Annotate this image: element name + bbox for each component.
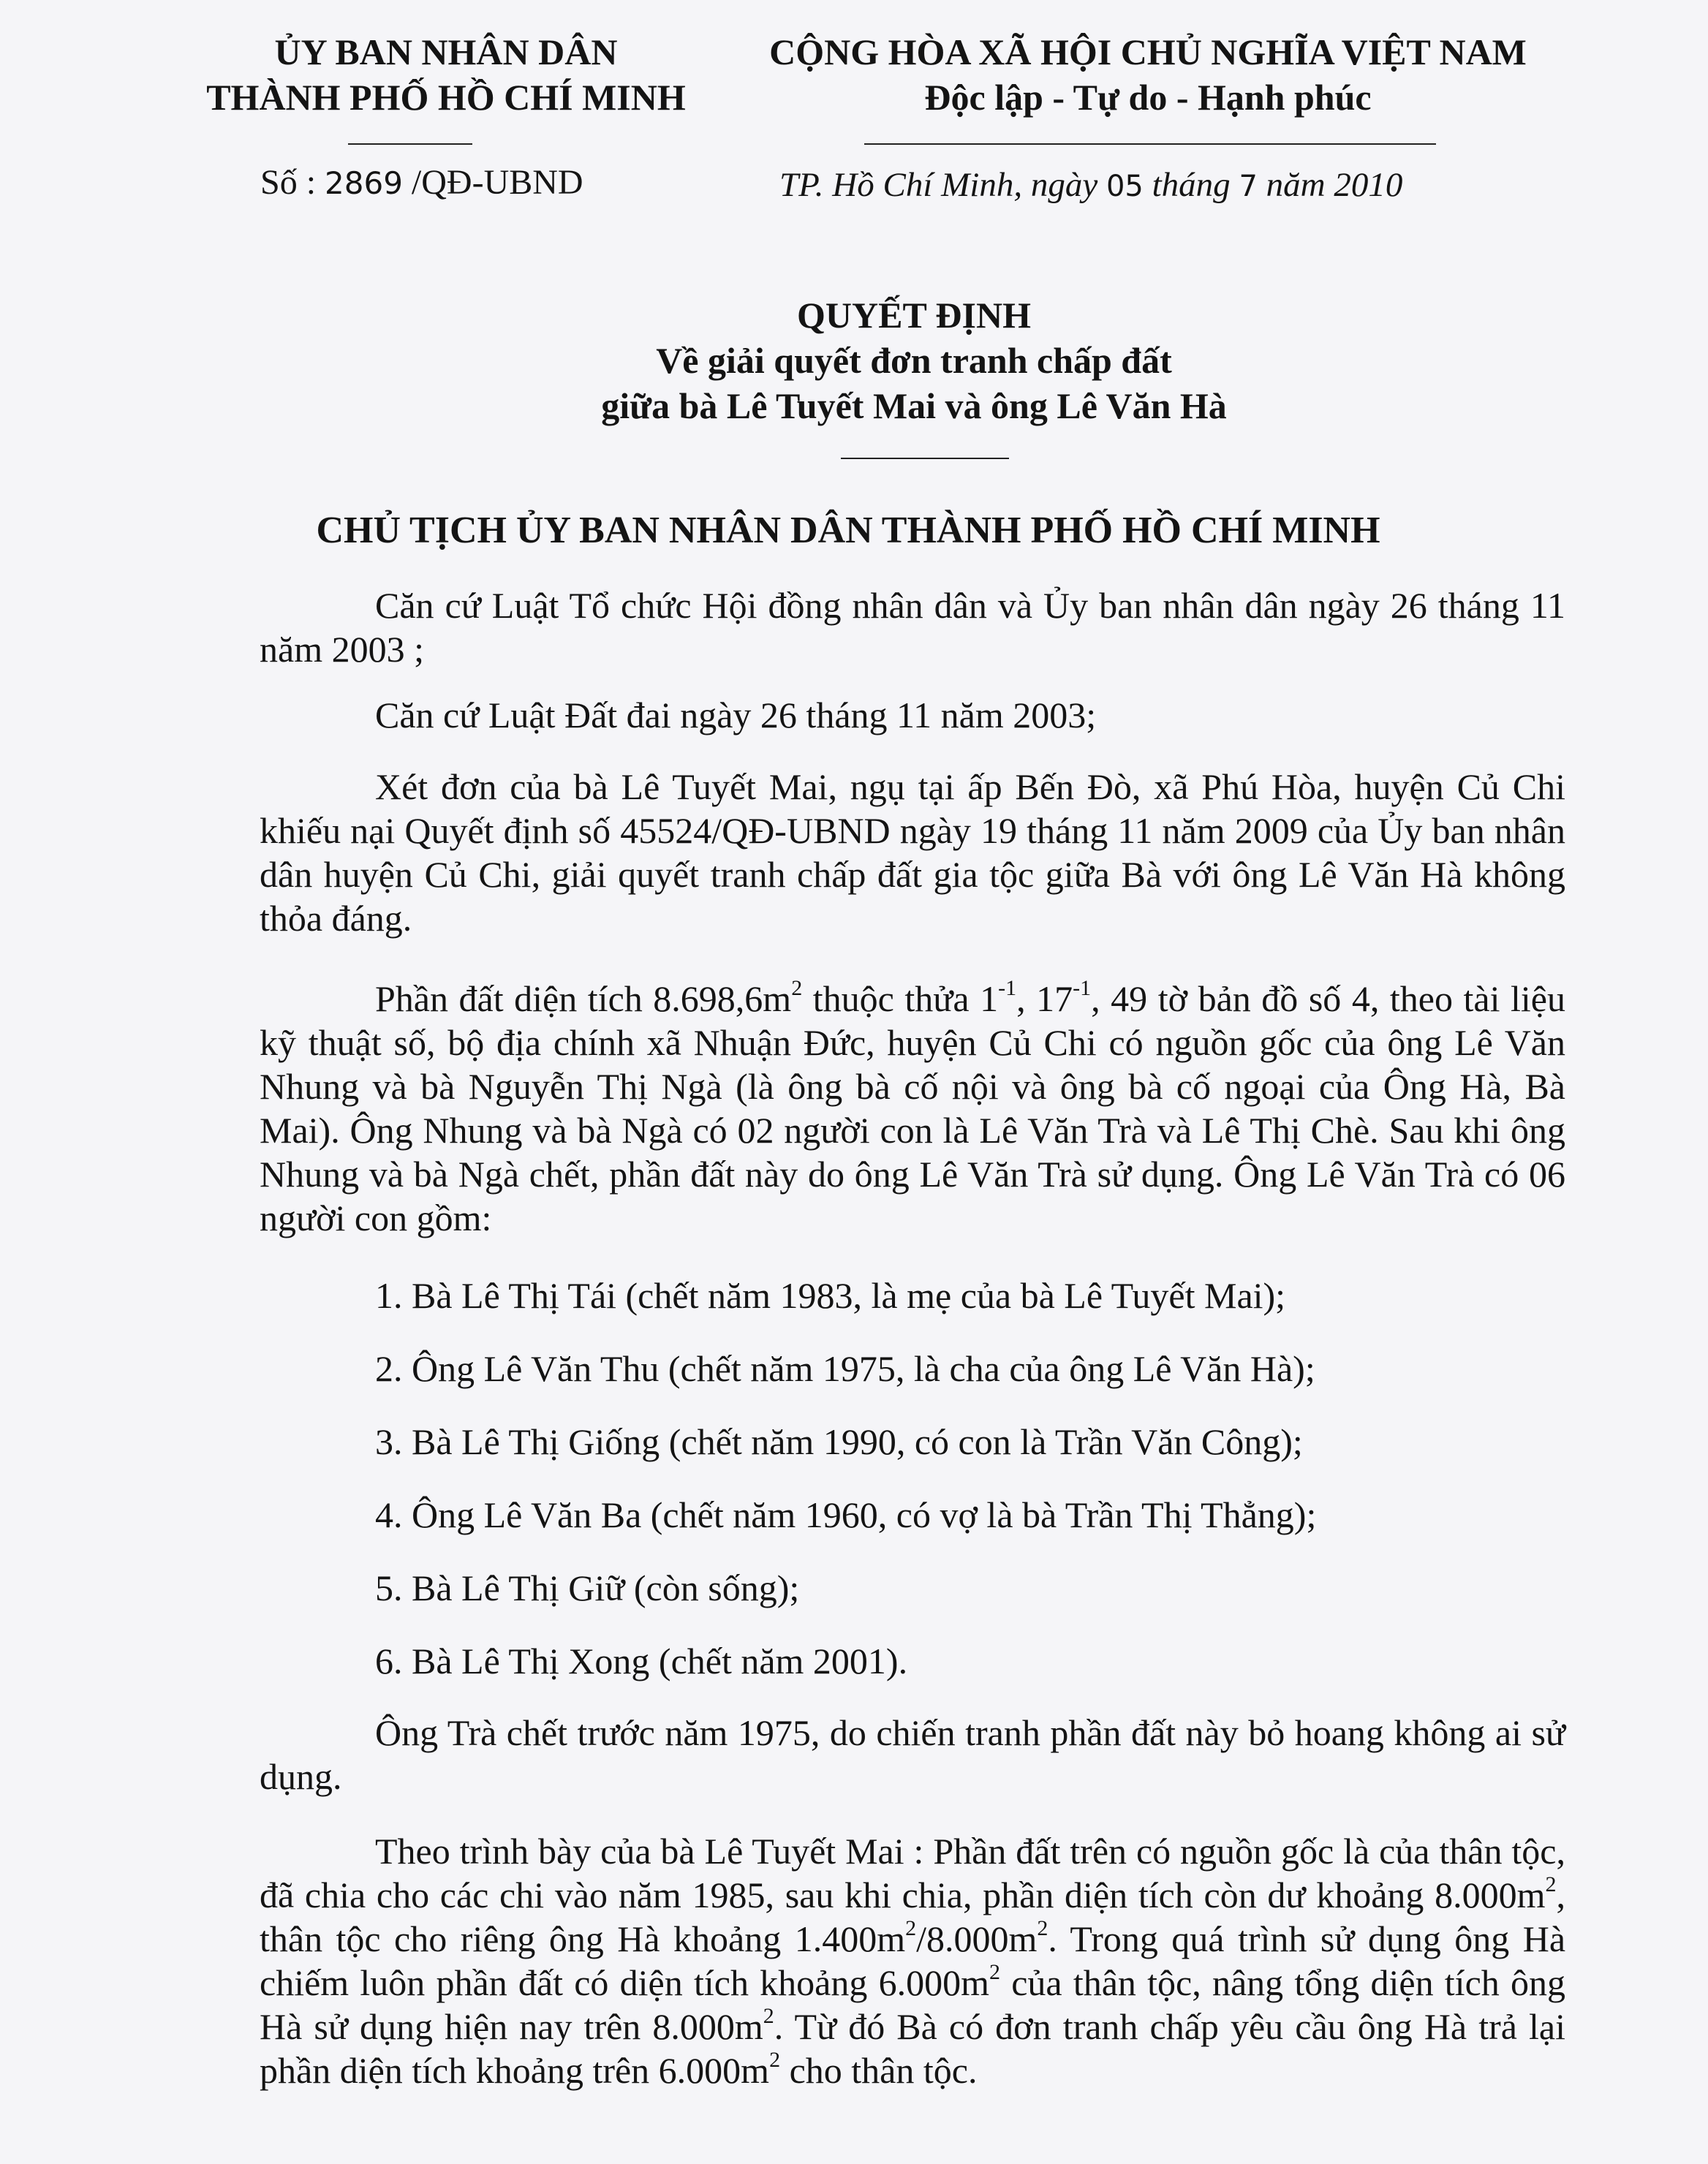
list-item: 1. Bà Lê Thị Tái (chết năm 1983, là mẹ của bà Lê Tuyết Mai);: [375, 1275, 1286, 1316]
title-line3: giữa bà Lê Tuyết Mai và ông Lê Văn Hà: [601, 385, 1227, 426]
right-divider: [864, 143, 1436, 145]
superscript: -1: [998, 976, 1017, 1001]
paragraph-claimant-statement: [260, 1829, 1565, 2092]
superscript: 2: [989, 1960, 1000, 1985]
title-line1: QUYẾT ĐỊNH: [797, 295, 1031, 336]
decision-title: [512, 292, 1316, 428]
text-run: . Trong quá trình sử dụng ông Hà chiếm luôn phần đất có diện tích khoảng 6.000m: [260, 1918, 1566, 2003]
decision-number: [260, 162, 583, 203]
date-line: [779, 165, 1402, 205]
number-prefix: Số :: [260, 163, 325, 202]
paragraph-complaint: Xét đơn của bà Lê Tuyết Mai, ngụ tại ấp Bến Đò, xã Phú Hòa, huyện Củ Chi khiếu nại Quyết định số 45524/QĐ-UBND ngày 19 tháng 11 năm 2009 của Ủy ban nhân dân huyện Củ Chi, giải quyết tranh chấp đất gia tộc giữa Bà với ông Lê Văn Hà không thỏa đáng.: [260, 766, 1565, 939]
handwritten-number: 2869: [325, 165, 403, 201]
handwritten-day: 05: [1106, 170, 1144, 203]
superscript: 2: [905, 1916, 917, 1941]
paragraph-abandonment: Ông Trà chết trước năm 1975, do chiến tranh phần đất này bỏ hoang không ai sử dụng.: [260, 1712, 1565, 1797]
title-line2: Về giải quyết đơn tranh chấp đất: [656, 340, 1172, 381]
text-run: Theo trình bày của bà Lê Tuyết Mai : Phần đất trên có nguồn gốc là của thân tộc, đã chia cho các chi vào năm 1985, sau khi chia, phần diện tích còn dư khoảng 8.000m: [260, 1831, 1565, 1915]
list-item: 6. Bà Lê Thị Xong (chết năm 2001).: [375, 1641, 908, 1681]
text-run: /8.000m: [916, 1918, 1038, 1959]
superscript: 2: [791, 976, 803, 1001]
text-run: , 49 tờ bản đồ số 4, theo tài liệu kỹ thuật số, bộ địa chính xã Nhuận Đức, huyện Củ Chi có nguồn gốc của ông Lê Văn Nhung và bà Nguyễn Thị Ngà (là ông bà cố nội và ông bà cố ngoại của Ông Hà, Bà Mai). Ông Nhung và bà Ngà có 02 người con là Lê Văn Trà và Lê Thị Chè. Sau khi ông Nhung và bà Ngà chết, phần đất này do ông Lê Văn Trà sử dụng. Ông Lê Văn Trà có 06 người con gồm:: [260, 978, 1565, 1238]
paragraph-land-origin: [260, 977, 1565, 1240]
issuing-authority-line2: THÀNH PHỐ HỒ CHÍ MINH: [206, 77, 686, 118]
superscript: 2: [763, 2004, 774, 2029]
national-motto: [731, 29, 1565, 120]
text-run: . Từ đó Bà có đơn tranh chấp yêu cầu ông Hà trả lại phần diện tích khoảng trên 6.000m: [260, 2006, 1566, 2091]
signing-authority: CHỦ TỊCH ỦY BAN NHÂN DÂN THÀNH PHỐ HỒ CHÍ MINH: [316, 510, 1380, 551]
superscript: -1: [1073, 976, 1092, 1001]
list-item: 3. Bà Lê Thị Giống (chết năm 1990, có con là Trần Văn Công);: [375, 1421, 1303, 1462]
year-label: năm 2010: [1257, 166, 1403, 204]
handwritten-month: 7: [1239, 170, 1258, 203]
text-run: Phần đất diện tích 8.698,6m: [375, 978, 792, 1019]
list-item: 5. Bà Lê Thị Giữ (còn sống);: [375, 1567, 800, 1608]
date-place: TP. Hồ Chí Minh, ngày: [779, 166, 1106, 204]
paragraph-legal-basis-2: Căn cứ Luật Đất đai ngày 26 tháng 11 năm 2003;: [375, 695, 1097, 735]
text-run: , thân tộc cho riêng ông Hà khoảng 1.400m: [260, 1874, 1565, 1959]
issuing-authority-line1: ỦY BAN NHÂN DÂN: [274, 31, 618, 72]
month-label: tháng: [1143, 166, 1239, 204]
superscript: 2: [1545, 1872, 1557, 1897]
issuing-authority: [175, 29, 717, 120]
paragraph-legal-basis-1: Căn cứ Luật Tổ chức Hội đồng nhân dân và Ủy ban nhân dân ngày 26 tháng 11 năm 2003 ;: [260, 585, 1565, 670]
national-motto-line2: Độc lập - Tự do - Hạnh phúc: [924, 77, 1372, 118]
number-suffix: /QĐ-UBND: [402, 163, 583, 202]
list-item: 2. Ông Lê Văn Thu (chết năm 1975, là cha của ông Lê Văn Hà);: [375, 1348, 1315, 1389]
superscript: 2: [769, 2048, 781, 2073]
list-item: 4. Ông Lê Văn Ba (chết năm 1960, có vợ là bà Trần Thị Thẳng);: [375, 1494, 1317, 1535]
left-divider: [348, 143, 472, 145]
title-divider: [841, 458, 1009, 459]
text-run: cho thân tộc.: [780, 2050, 978, 2091]
text-run: , 17: [1016, 978, 1073, 1019]
national-motto-line1: CỘNG HÒA XÃ HỘI CHỦ NGHĨA VIỆT NAM: [769, 31, 1527, 72]
text-run: thuộc thửa 1: [802, 978, 999, 1019]
text-run: của thân tộc, nâng tổng diện tích ông Hà sử dụng hiện nay trên 8.000m: [260, 1962, 1565, 2047]
superscript: 2: [1037, 1916, 1048, 1941]
